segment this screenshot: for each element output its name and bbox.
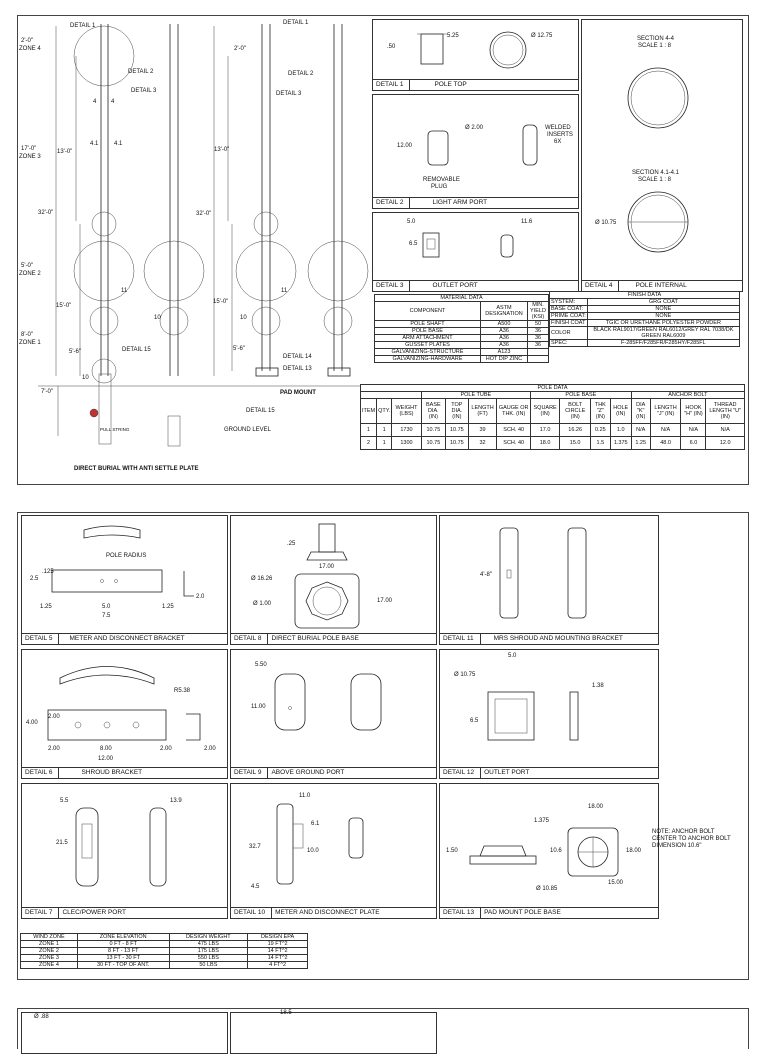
material-row (375, 349, 549, 356)
bracket-dim-125: .125 (42, 569, 54, 575)
material-data-table (374, 294, 549, 363)
plate-dim-110: 11.0 (299, 793, 311, 799)
finish-row (550, 327, 740, 340)
wind-cell: 50 LBS (169, 962, 248, 969)
ground-level-label: GROUND LEVEL (224, 427, 272, 433)
detail11-caption-num: DETAIL 11 (443, 635, 474, 642)
detail2-caption-num: DETAIL 2 (376, 199, 404, 206)
detail3-callout-b: DETAIL 3 (276, 91, 302, 97)
top-drawing-sheet (17, 15, 749, 485)
finish-row (550, 320, 740, 327)
finish-cell: NONE (587, 313, 739, 320)
pole-elevation-drawing (18, 16, 370, 484)
material-cell: POLE SHAFT (375, 321, 481, 328)
zone4-dim: 2'-0" (21, 38, 33, 44)
zone2-dim: 5'-0" (21, 263, 33, 269)
wind-cell: ZONE 3 (21, 955, 78, 962)
detail4-pole-internal-box (581, 19, 743, 292)
bracket-dim-125a: 1.25 (40, 604, 52, 610)
material-cell: A36 (481, 342, 528, 349)
shroud-dim-200d: 2.00 (204, 746, 216, 752)
wind-cell: 4 FT^2 (248, 962, 308, 969)
dim-13-0-b: 13'-0" (214, 147, 230, 153)
finish-rows (550, 299, 740, 347)
wind-cell: 14 FT^2 (248, 955, 308, 962)
pole-table-title: POLE DATA (361, 385, 745, 392)
finish-cell: SYSTEM: (550, 299, 588, 306)
shroud-dim-48: 4'-8" (480, 572, 492, 578)
dim-2-0: 2'-0" (234, 46, 246, 52)
pole-header-cell: BASE DIA. (IN) (421, 399, 445, 424)
finish-cell: F-285FF/F285FR/F285HY/F285FL (587, 340, 739, 347)
clec-dim-139: 13.9 (170, 798, 182, 804)
finish-cell: BASE COAT: (550, 306, 588, 313)
pole-cell: 1730 (392, 424, 421, 437)
pole-header-cell: HOLE (IN) (610, 399, 631, 424)
pad-dim-150: 1.50 (446, 848, 458, 854)
material-row (375, 328, 549, 335)
zone3-dim: 17'-0" (21, 146, 37, 152)
pole-header-cell: BOLT CIRCLE (IN) (560, 399, 591, 424)
shroud-dim-200a: 2.00 (48, 714, 60, 720)
pole-cell: 10.75 (446, 424, 469, 437)
material-cell: 36 (528, 328, 549, 335)
pole-top-dim-1275: Ø 12.75 (531, 33, 553, 39)
material-cell: 36 (528, 342, 549, 349)
material-cell: GUSSET PLATES (375, 342, 481, 349)
finish-cell: FINISH COAT (551, 320, 586, 326)
detail5-caption-name: METER AND DISCONNECT BRACKET (69, 635, 185, 642)
finish-cell: TGIC OR URETHANE POLYESTER POWDER (587, 320, 739, 327)
pole-cell: SCH. 40 (497, 424, 531, 437)
dim-5-6-b: 5'-6" (233, 346, 245, 352)
wind-cell: 14 FT^2 (248, 948, 308, 955)
pole-radius-label: POLE RADIUS (106, 553, 147, 559)
material-cell: ARM ATTACHMENT (375, 335, 481, 342)
detail9-caption-num: DETAIL 9 (234, 769, 262, 776)
pad-dim-1085: Ø 10.85 (536, 886, 558, 892)
main-elevation-view (18, 16, 370, 484)
zone2-name: ZONE 2 (19, 271, 41, 277)
pole-tube-group: POLE TUBE (421, 392, 530, 399)
detail1-caption-num: DETAIL 1 (376, 81, 404, 88)
finish-cell: NONE (587, 306, 739, 313)
detail13-callout: DETAIL 13 (283, 366, 312, 372)
wind-cell: ZONE 4 (21, 962, 78, 969)
pad-dim-1375: 1.375 (534, 818, 550, 824)
outlet12-dim-1075: Ø 10.75 (454, 672, 476, 678)
elevation-caption: DIRECT BURIAL WITH ANTI SETTLE PLATE (74, 466, 199, 472)
material-cell (528, 349, 549, 356)
section41-title: SECTION 4.1-4.1 (632, 170, 680, 176)
zone4-name: ZONE 4 (19, 46, 41, 52)
pole-cell: 0.25 (591, 424, 611, 437)
material-cell: GALVANIZING-HARDWARE (375, 356, 481, 363)
pole-cell: 32 (468, 437, 497, 450)
detail9-caption-name: ABOVE GROUND PORT (271, 769, 345, 776)
detail7-caption-name: CLEC/POWER PORT (62, 909, 126, 916)
callout-4.1-b: 4.1 (114, 141, 123, 147)
wind-cell: 0 FT - 8 FT (77, 941, 169, 948)
detail7-caption-num: DETAIL 7 (25, 909, 53, 916)
pole-cell: 6.0 (681, 437, 706, 450)
detail14-callout: DETAIL 14 (283, 354, 312, 360)
wind-header-row (21, 934, 308, 941)
wind-cell: ZONE 1 (21, 941, 78, 948)
wind-row (21, 955, 308, 962)
material-cell (528, 356, 549, 363)
pole-rows (361, 424, 745, 450)
wind-cell: 175 LBS (169, 948, 248, 955)
detail10-caption-num: DETAIL 10 (234, 909, 266, 916)
detail3-caption-name: OUTLET PORT (432, 282, 478, 289)
callout-10-a: 10 (154, 315, 161, 321)
pole-cell: 17.0 (530, 424, 559, 437)
callout-4-a: 4 (93, 99, 97, 105)
detail1-callout-a: DETAIL 1 (70, 23, 96, 29)
material-cell: HOT DIP ZINC (481, 356, 528, 363)
bottom-detail-box-b (230, 1012, 437, 1054)
bracket-dim-25: 2.5 (30, 576, 39, 582)
arm-port-dim-200: Ø 2.00 (465, 125, 484, 131)
detail15-callout-b: DETAIL 15 (246, 408, 275, 414)
pole-cell: 2 (361, 437, 377, 450)
material-cell: A123 (481, 349, 528, 356)
anchor-bolt-group: ANCHOR BOLT (631, 392, 744, 399)
pole-cell: N/A (706, 424, 745, 437)
callout-4-b: 4 (111, 99, 115, 105)
burial-depth-dim: 7'-0" (41, 389, 53, 395)
detail1-caption-name: POLE TOP (434, 81, 467, 88)
inserts-label: INSERTS (547, 132, 573, 138)
pole-data-table (360, 384, 745, 450)
pull-string-label: PULL STRING (100, 427, 130, 432)
wind-header-cell: DESIGN EPA (248, 934, 308, 941)
pole-header-cell: GAUGE OR THK. (IN) (497, 399, 531, 424)
dim-15-0-b: 15'-0" (213, 299, 229, 305)
detail2-callout-a: DETAIL 2 (128, 69, 154, 75)
pole-header-cell: DIA "K" (IN) (631, 399, 650, 424)
outlet-dim-65: 6.5 (409, 241, 418, 247)
plate-dim-100: 10.0 (307, 848, 319, 854)
detail12-caption-num: DETAIL 12 (443, 769, 475, 776)
finish-row (550, 340, 740, 347)
detail13-caption-num: DETAIL 13 (443, 909, 475, 916)
pole-cell: 1 (377, 437, 392, 450)
dim-32-0-b: 32'-0" (196, 211, 212, 217)
wind-row (21, 941, 308, 948)
pole-cell: 10.75 (421, 437, 445, 450)
detail15-callout-a: DETAIL 15 (122, 347, 151, 353)
wind-cell: ZONE 2 (21, 948, 78, 955)
detail4-caption-name: POLE INTERNAL (635, 282, 687, 289)
callout-4.1-a: 4.1 (90, 141, 99, 147)
finish-data-table (549, 291, 740, 347)
detail5-caption-num: DETAIL 5 (25, 635, 53, 642)
outlet-dim-116: 11.6 (521, 219, 533, 225)
welded-label: WELDED (545, 125, 571, 131)
section41-dia: Ø 10.75 (595, 220, 617, 226)
material-row (375, 321, 549, 328)
callout-10-c: 10 (82, 375, 89, 381)
outlet12-dim-50: 5.0 (508, 653, 517, 659)
plate-dim-327: 32.7 (249, 844, 261, 850)
wind-row (21, 962, 308, 969)
material-cell: A36 (481, 328, 528, 335)
detail4-caption-num: DETAIL 4 (585, 282, 613, 289)
detail2-callout-b: DETAIL 2 (288, 71, 314, 77)
wind-cell: 19 FT^2 (248, 941, 308, 948)
pole-header-cell: THK "Z" (IN) (591, 399, 611, 424)
pole-header-cell: QTY. (377, 399, 392, 424)
detail12-box (439, 649, 659, 779)
plate-dim-61: 6.1 (311, 821, 320, 827)
pole-header-cell: SQUARE (IN) (530, 399, 559, 424)
wind-cell: 475 LBS (169, 941, 248, 948)
wind-header-cell: DESIGN WEIGHT (169, 934, 248, 941)
material-cell: 50 (528, 321, 549, 328)
detail6-caption-name: SHROUD BRACKET (81, 769, 143, 776)
port-dim-550: 5.50 (255, 662, 267, 668)
plate-dim-45: 4.5 (251, 884, 260, 890)
material-cell: GALVANIZING-STRUCTURE (375, 349, 481, 356)
pole-cell: 16.26 (560, 424, 591, 437)
callout-11-a: 11 (121, 288, 128, 294)
bracket-dim-20: 2.0 (196, 594, 205, 600)
pole-cell: 1.0 (610, 424, 631, 437)
material-rows (375, 321, 549, 363)
material-header-component: COMPONENT (375, 302, 481, 321)
finish-cell: SPEC: (550, 340, 588, 347)
pole-top-dim-050: .50 (387, 44, 396, 50)
plug-label: PLUG (431, 184, 448, 190)
bracket-dim-50: 5.0 (102, 604, 111, 610)
material-row (375, 356, 549, 363)
detail8-box (230, 515, 437, 645)
pole-cell: 1 (361, 424, 377, 437)
detail3-callout-a: DETAIL 3 (131, 88, 157, 94)
bottom-drawing-sheet (17, 1008, 749, 1049)
pole-cell: 10.75 (446, 437, 469, 450)
wind-cell: 550 LBS (169, 955, 248, 962)
callout-10-b: 10 (240, 315, 247, 321)
pole-header-cell: ITEM (361, 399, 377, 424)
pole-cell: 1300 (392, 437, 421, 450)
wind-rows (21, 941, 308, 969)
zone3-name: ZONE 3 (19, 154, 41, 160)
anchor-bolt-note: NOTE: ANCHOR BOLT CENTER TO ANCHOR BOLT DIMENSION 10.6" (652, 829, 731, 849)
shroud-dim-200c: 2.00 (160, 746, 172, 752)
outlet12-dim-65: 6.5 (470, 718, 479, 724)
pole-header-row (361, 399, 745, 424)
section44-scale: SCALE 1 : 8 (638, 43, 672, 49)
detail3-caption-num: DETAIL 3 (376, 282, 404, 289)
pole-cell: 1.375 (610, 437, 631, 450)
finish-row (550, 306, 740, 313)
pole-cell: 48.0 (650, 437, 681, 450)
detail11-box (439, 515, 659, 645)
finish-row (550, 299, 740, 306)
pad-dim-106: 10.6 (550, 848, 562, 854)
arm-port-dim-1200: 12.00 (397, 143, 413, 149)
pole-header-cell: LENGTH (FT) (468, 399, 497, 424)
detail6-box (21, 649, 228, 779)
pole-header-cell: HOOK "H" (IN) (681, 399, 706, 424)
pole-top-dim-525: 5.25 (447, 33, 459, 39)
pole-cell: SCH. 40 (497, 437, 531, 450)
wind-cell: 13 FT - 30 FT (77, 955, 169, 962)
finish-cell: GRG COAT (587, 299, 739, 306)
detail1-pole-top-box (372, 19, 579, 91)
pole-header-cell: LENGTH "J" (IN) (650, 399, 681, 424)
material-cell: POLE BASE (375, 328, 481, 335)
detail11-caption-name: MRS SHROUD AND MOUNTING BRACKET (493, 635, 623, 642)
finish-table-title: FINISH DATA (550, 292, 740, 299)
finish-cell: COLOR (550, 327, 588, 340)
pole-header-cell: TOP DIA. (IN) (446, 399, 469, 424)
bracket-dim-125b: 1.25 (162, 604, 174, 610)
pole-cell: N/A (681, 424, 706, 437)
outlet12-dim-138: 1.38 (592, 683, 604, 689)
detail12-caption-name: OUTLET PORT (484, 769, 530, 776)
detail2-light-arm-port-box (372, 94, 579, 209)
detail3-outlet-port-box (372, 212, 579, 292)
detail8-caption-num: DETAIL 8 (234, 635, 262, 642)
detail10-box (230, 783, 437, 919)
pole-cell: 12.0 (706, 437, 745, 450)
material-table-title: MATERIAL DATA (375, 295, 549, 302)
section41-scale: SCALE 1 : 8 (638, 177, 672, 183)
pole-cell: 39 (468, 424, 497, 437)
dim-5-6-a: 5'-6" (69, 349, 81, 355)
wind-zone-table (20, 933, 308, 969)
base-dim-1700a: 17.00 (319, 564, 335, 570)
material-cell: A36 (481, 335, 528, 342)
zone1-name: ZONE 1 (19, 340, 41, 346)
bottom-detail-box-a (21, 1012, 228, 1054)
material-header-yield: MIN. YIELD (KSI) (528, 302, 549, 321)
wind-header-cell: WIND ZONE (21, 934, 78, 941)
bracket-dim-75: 7.5 (102, 613, 111, 619)
finish-cell: BLACK RAL9017/GREEN RAL6012/GREY RAL 7038/DK GREEN RAL6009 (587, 327, 739, 340)
wind-row (21, 948, 308, 955)
material-cell: A500 (481, 321, 528, 328)
pole-cell: 18.0 (530, 437, 559, 450)
shroud-dim-200b: 2.00 (48, 746, 60, 752)
bottom-dim-088: Ø .88 (34, 1014, 49, 1020)
detail9-box (230, 649, 437, 779)
pole-header-cell: THREAD LENGTH "U" (IN) (706, 399, 745, 424)
pad-dim-1800b: 18.00 (626, 848, 642, 854)
material-cell: 36 (528, 335, 549, 342)
pole-row (361, 424, 745, 437)
detail10-caption-name: METER AND DISCONNECT PLATE (275, 909, 380, 916)
pole-cell: 15.0 (560, 437, 591, 450)
wind-cell: 8 FT - 13 FT (77, 948, 169, 955)
detail5-box (21, 515, 228, 645)
outlet-dim-50: 5.0 (407, 219, 416, 225)
clec-dim-55: 5.5 (60, 798, 69, 804)
inserts-6x-label: 6X (554, 139, 562, 145)
detail8-caption-name: DIRECT BURIAL POLE BASE (271, 635, 359, 642)
pole-cell: 1.25 (631, 437, 650, 450)
port-dim-1100: 11.00 (251, 704, 266, 710)
shroud-dim-400: 4.00 (26, 720, 38, 726)
pad-dim-1800a: 18.00 (588, 804, 604, 810)
detail13-caption-name: PAD MOUNT POLE BASE (484, 909, 561, 916)
clec-dim-215: 21.5 (56, 840, 68, 846)
pole-cell: N/A (631, 424, 650, 437)
removable-label: REMOVABLE (423, 177, 460, 183)
pad-mount-label: PAD MOUNT (280, 390, 316, 396)
material-row (375, 342, 549, 349)
zone1-dim: 8'-0" (21, 332, 33, 338)
details-drawing-sheet (17, 512, 749, 980)
pole-header-cell: WEIGHT (LBS) (392, 399, 421, 424)
finish-cell: PRIME COAT: (551, 313, 586, 319)
shroud-dim-800: 8.00 (100, 746, 112, 752)
dim-15-0-a: 15'-0" (56, 303, 72, 309)
pole-cell: 1.5 (591, 437, 611, 450)
shroud-dim-1200: 12.00 (98, 756, 114, 762)
pole-cell: N/A (650, 424, 681, 437)
pole-row (361, 437, 745, 450)
wind-header-cell: ZONE ELEVATION (77, 934, 169, 941)
detail6-caption-num: DETAIL 6 (25, 769, 53, 776)
detail2-caption-name: LIGHT ARM PORT (432, 199, 488, 206)
dim-13-0-a: 13'-0" (57, 149, 73, 155)
pad-dim-1500: 15.00 (608, 880, 624, 886)
detail7-box (21, 783, 228, 919)
callout-11-b: 11 (281, 288, 288, 294)
base-dim-100: Ø 1.00 (253, 601, 272, 607)
section44-title: SECTION 4-4 (637, 36, 675, 42)
pole-base-group: POLE BASE (530, 392, 631, 399)
dim-32-0-a: 32'-0" (38, 210, 54, 216)
bottom-dim-185: 18.5 (280, 1010, 292, 1016)
finish-row (550, 313, 740, 320)
material-header-astm: ASTM DESIGNATION (481, 302, 528, 321)
detail13-box (439, 783, 659, 919)
base-dim-25: .25 (287, 541, 296, 547)
material-row (375, 335, 549, 342)
base-dim-1700b: 17.00 (377, 598, 393, 604)
pole-cell: 10.75 (421, 424, 445, 437)
wind-cell: 30 FT - TOP OF ANT. (77, 962, 169, 969)
pole-cell: 1 (377, 424, 392, 437)
base-dim-1626: Ø 16.26 (251, 576, 273, 582)
shroud-r538: R5.38 (174, 688, 191, 694)
detail1-callout-b: DETAIL 1 (283, 20, 309, 26)
